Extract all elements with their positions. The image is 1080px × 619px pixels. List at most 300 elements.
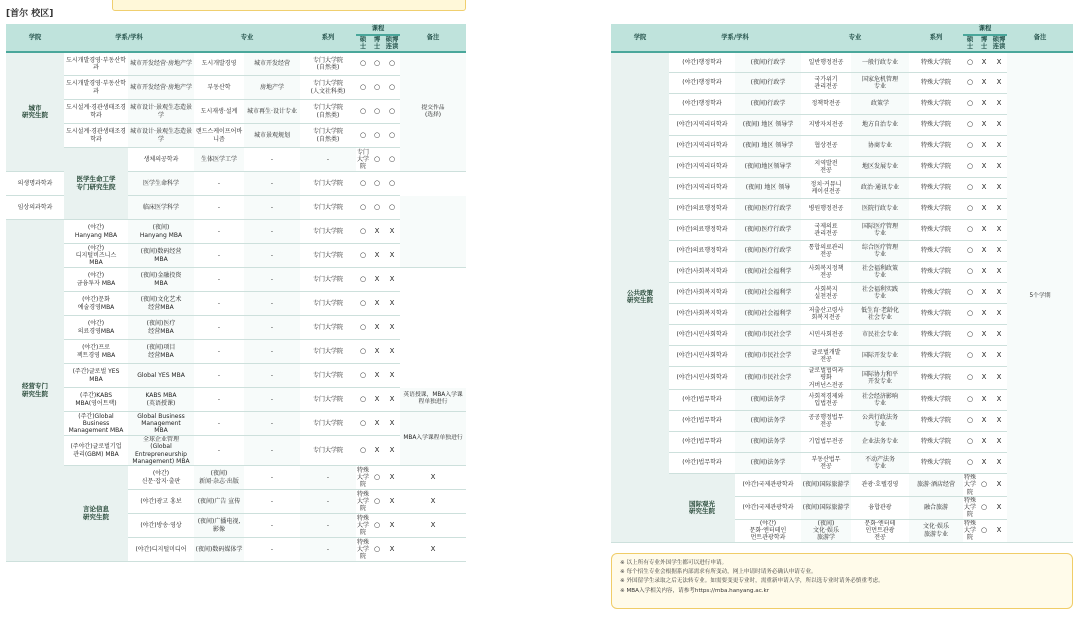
program-table-left bbox=[6, 24, 466, 562]
doctor-mark: X bbox=[977, 157, 991, 178]
joint-mark: ○ bbox=[384, 124, 400, 148]
master-mark: ○ bbox=[370, 466, 384, 490]
master-mark: ○ bbox=[963, 94, 977, 115]
major-korean-cell: 지방자치전공 bbox=[801, 115, 851, 136]
table-row bbox=[611, 241, 1073, 262]
table-row bbox=[611, 136, 1073, 157]
series-cell: 特殊大学院 bbox=[909, 410, 963, 431]
master-mark: ○ bbox=[356, 124, 370, 148]
joint-mark: X bbox=[384, 292, 400, 316]
program-table-right bbox=[611, 24, 1073, 543]
major-chinese-cell: 国际协力和平 开发专业 bbox=[851, 367, 909, 390]
dept-korean-cell: 도시설계·경관생태조경학과 bbox=[64, 100, 128, 124]
major-chinese-cell: - bbox=[244, 364, 300, 388]
dept-chinese-cell: 城市开发经营·房地产学 bbox=[128, 52, 194, 76]
dept-korean-cell: (야간)법무학과 bbox=[669, 410, 735, 431]
table-row bbox=[6, 316, 466, 340]
school-cell: 经营专门 研究生院 bbox=[6, 220, 64, 562]
major-chinese-cell: 旅游·酒店经营 bbox=[909, 473, 963, 496]
master-mark: ○ bbox=[356, 76, 370, 100]
table-row bbox=[611, 283, 1073, 304]
dept-korean-cell: (야간) 디지털비즈니스 MBA bbox=[64, 244, 128, 268]
doctor-mark: ○ bbox=[370, 100, 384, 124]
series-cell: 特殊大学院 bbox=[909, 241, 963, 262]
doctor-mark: X bbox=[991, 496, 1007, 519]
table-row bbox=[611, 389, 1073, 410]
series-cell: 专门大学院 bbox=[300, 388, 356, 412]
campus-title: [首尔 校区] bbox=[6, 9, 54, 19]
dept-korean-cell: (야간)시민사회학과 bbox=[669, 367, 735, 390]
series-cell: 特殊大学院 bbox=[909, 115, 963, 136]
major-korean-cell: 사회적경제와 입법전공 bbox=[801, 389, 851, 410]
master-mark: ○ bbox=[963, 410, 977, 431]
table-row bbox=[6, 148, 466, 172]
dept-chinese-cell: 城市设计·景观生态造景学 bbox=[128, 100, 194, 124]
master-mark: ○ bbox=[963, 431, 977, 452]
series-cell: 专门大学院 bbox=[357, 148, 370, 171]
doctor-mark: X bbox=[370, 220, 384, 244]
master-mark: ○ bbox=[356, 196, 370, 220]
doctor-mark: X bbox=[977, 94, 991, 115]
series-cell: 专门大学院 bbox=[300, 436, 356, 466]
dept-chinese-cell: (夜间)项目 经营MBA bbox=[128, 340, 194, 364]
doctor-mark: ○ bbox=[370, 196, 384, 220]
joint-mark: X bbox=[991, 283, 1007, 304]
major-chinese-cell: - bbox=[244, 412, 300, 436]
major-korean-cell: - bbox=[244, 148, 300, 172]
dept-korean-cell: (야간)방송·영상 bbox=[128, 514, 194, 538]
series-cell: 特殊大学院 bbox=[909, 262, 963, 283]
major-chinese-cell: 政治·通讯专业 bbox=[851, 178, 909, 199]
major-korean-cell: - bbox=[244, 490, 300, 514]
dept-chinese-cell: (夜间)社会福利学 bbox=[735, 304, 801, 325]
table-row bbox=[611, 304, 1073, 325]
table-row bbox=[611, 220, 1073, 241]
master-mark: ○ bbox=[963, 389, 977, 410]
joint-mark: ○ bbox=[384, 172, 400, 196]
series-cell: 专门大学院 bbox=[300, 244, 356, 268]
series-cell: 特殊大学院 bbox=[909, 94, 963, 115]
dept-korean-cell: 의생명과학과 bbox=[6, 172, 64, 196]
joint-mark: X bbox=[384, 340, 400, 364]
master-mark: ○ bbox=[356, 268, 370, 292]
joint-mark: X bbox=[991, 199, 1007, 220]
series-cell: 特殊大学院 bbox=[964, 519, 977, 542]
dept-korean-cell: (야간) 신문·잡지·출판 bbox=[128, 466, 194, 490]
major-chinese-cell: 社会经济影响 专业 bbox=[851, 389, 909, 410]
header-major: 专业 bbox=[194, 24, 300, 52]
joint-mark: X bbox=[991, 346, 1007, 367]
major-chinese-cell: 地区发展专业 bbox=[851, 157, 909, 178]
series-cell: 特殊大学院 bbox=[909, 220, 963, 241]
header-doctor: 博士 bbox=[977, 35, 991, 52]
doctor-mark: X bbox=[370, 364, 384, 388]
dept-chinese-cell: (夜间)医疗行政学 bbox=[735, 220, 801, 241]
series-cell: 专门大学院 (自然类) bbox=[300, 124, 356, 148]
major-chinese-cell: 企业法务专业 bbox=[851, 431, 909, 452]
dept-chinese-cell: (夜间)广告 宣传 bbox=[194, 490, 244, 514]
major-chinese-cell: 公共行政法务 专业 bbox=[851, 410, 909, 431]
joint-mark: X bbox=[384, 316, 400, 340]
note-cell: 5个学期 bbox=[1007, 52, 1073, 543]
dept-korean-cell: (주간)KABS MBA(영어트랙) bbox=[64, 388, 128, 412]
dept-korean-cell: (야간) Hanyang MBA bbox=[64, 220, 128, 244]
major-korean-cell: - bbox=[244, 514, 300, 538]
series-cell: 专门大学院 bbox=[300, 316, 356, 340]
major-chinese-cell: - bbox=[244, 340, 300, 364]
joint-mark: X bbox=[384, 412, 400, 436]
dept-korean-cell: (야간)프로 젝트경영 MBA bbox=[64, 340, 128, 364]
major-chinese-cell: - bbox=[300, 538, 356, 562]
dept-chinese-cell: (夜间)医疗 经营MBA bbox=[128, 316, 194, 340]
major-chinese-cell: 社会福利实践 专业 bbox=[851, 283, 909, 304]
doctor-mark: X bbox=[977, 389, 991, 410]
major-korean-cell: - bbox=[194, 292, 244, 316]
dept-korean-cell: (야간)법무학과 bbox=[669, 431, 735, 452]
dept-korean-cell: (주간)글로벌 YES MBA bbox=[64, 364, 128, 388]
master-mark: ○ bbox=[356, 364, 370, 388]
major-korean-cell: 관광·호텔경영 bbox=[851, 473, 909, 496]
major-chinese-cell: 一般行政专业 bbox=[851, 52, 909, 73]
major-chinese-cell: 房地产学 bbox=[244, 76, 300, 100]
dept-chinese-cell: (夜间)法务学 bbox=[735, 452, 801, 473]
joint-mark: X bbox=[991, 262, 1007, 283]
major-korean-cell: 글로벌협력과 평화 거버넌스전공 bbox=[801, 367, 851, 390]
major-chinese-cell: - bbox=[244, 244, 300, 268]
dept-chinese-cell: (夜间)市民社会学 bbox=[735, 367, 801, 390]
dept-chinese-cell: 城市开发经营·房地产学 bbox=[128, 76, 194, 100]
header-school: 学院 bbox=[6, 24, 64, 52]
master-mark: ○ bbox=[370, 538, 384, 562]
table-row bbox=[6, 76, 466, 100]
major-korean-cell: 국가위기 관리전공 bbox=[801, 73, 851, 94]
major-chinese-cell: - bbox=[244, 172, 300, 196]
table-row bbox=[611, 473, 1073, 496]
major-korean-cell: - bbox=[194, 268, 244, 292]
major-chinese-cell: 低生育·老龄化 社会专业 bbox=[851, 304, 909, 325]
doctor-mark: X bbox=[370, 388, 384, 412]
school-cell: 公共政策 研究生院 bbox=[611, 52, 669, 543]
major-chinese-cell: 综合医疗管理 专业 bbox=[851, 241, 909, 262]
table-row bbox=[611, 94, 1073, 115]
series-cell: 特殊大学院 bbox=[357, 466, 370, 489]
dept-korean-cell: 임상의과학과 bbox=[6, 196, 64, 220]
dept-korean-cell: (야간)의료행정학과 bbox=[669, 241, 735, 262]
major-korean-cell: 국제의료 관리전공 bbox=[801, 220, 851, 241]
doctor-mark: X bbox=[977, 262, 991, 283]
series-cell: 专门大学院 bbox=[300, 340, 356, 364]
major-korean-cell: - bbox=[194, 388, 244, 412]
series-cell: 专门大学院 bbox=[300, 220, 356, 244]
dept-korean-cell: (야간) 금융투자 MBA bbox=[64, 268, 128, 292]
major-chinese-cell: - bbox=[244, 268, 300, 292]
master-mark: ○ bbox=[370, 148, 384, 172]
series-cell: 特殊大学院 bbox=[909, 389, 963, 410]
doctor-mark: X bbox=[977, 220, 991, 241]
series-cell: 特殊大学院 bbox=[909, 325, 963, 346]
dept-chinese-cell: (夜间)广播电视, 影像 bbox=[194, 514, 244, 538]
dept-korean-cell: (야간)법무학과 bbox=[669, 389, 735, 410]
major-chinese-cell: - bbox=[300, 514, 356, 538]
series-cell: 特殊大学院 bbox=[964, 473, 977, 496]
major-chinese-cell: - bbox=[244, 196, 300, 220]
header-doctor: 博士 bbox=[370, 35, 384, 52]
table-row bbox=[6, 340, 466, 364]
master-mark: ○ bbox=[963, 136, 977, 157]
joint-mark: X bbox=[384, 220, 400, 244]
table-row bbox=[611, 262, 1073, 283]
series-cell: 特殊大学院 bbox=[909, 283, 963, 304]
doctor-mark: X bbox=[370, 436, 384, 466]
major-korean-cell: - bbox=[194, 412, 244, 436]
major-korean-cell: 부동산법무 전공 bbox=[801, 452, 851, 473]
doctor-mark: ○ bbox=[370, 76, 384, 100]
dept-chinese-cell: (夜间)国际旅游学 bbox=[801, 473, 851, 496]
note-cell: 提交作品 (选择) bbox=[400, 52, 466, 172]
series-cell: 特殊大学院 bbox=[909, 52, 963, 73]
master-mark: ○ bbox=[977, 519, 991, 542]
header-dept: 学系/学科 bbox=[669, 24, 801, 52]
dept-korean-cell: (야간)행정학과 bbox=[669, 94, 735, 115]
table-row bbox=[611, 325, 1073, 346]
master-mark: ○ bbox=[963, 73, 977, 94]
dept-chinese-cell: (夜间)数码经营 MBA bbox=[128, 244, 194, 268]
note-line: ※ 外国留学生录取之后无法转专业。如需要变更专业时，需重新申请入学，所以选专业时请务必慎重考虑。 bbox=[620, 578, 884, 585]
doctor-mark: X bbox=[977, 304, 991, 325]
doctor-mark: X bbox=[977, 73, 991, 94]
series-cell: 专门大学院 bbox=[300, 172, 356, 196]
dept-chinese-cell: (夜间) Hanyang MBA bbox=[128, 220, 194, 244]
series-cell: 专门大学院 bbox=[300, 292, 356, 316]
table-row bbox=[6, 268, 466, 292]
major-korean-cell: 도시재생·설계 bbox=[194, 100, 244, 124]
dept-chinese-cell: (夜间) 文化·娱乐 旅游学 bbox=[801, 519, 851, 542]
dept-korean-cell: (야간)광고 홍보 bbox=[128, 490, 194, 514]
doctor-mark: X bbox=[991, 519, 1007, 542]
master-mark: ○ bbox=[963, 283, 977, 304]
doctor-mark: X bbox=[977, 52, 991, 73]
master-mark: ○ bbox=[963, 452, 977, 473]
dept-chinese-cell: (夜间)医疗行政学 bbox=[735, 241, 801, 262]
note-cell bbox=[400, 196, 466, 268]
dept-chinese-cell: (夜间)法务学 bbox=[735, 410, 801, 431]
major-chinese-cell: 协商专业 bbox=[851, 136, 909, 157]
master-mark: ○ bbox=[356, 340, 370, 364]
master-mark: ○ bbox=[963, 52, 977, 73]
master-mark: ○ bbox=[356, 292, 370, 316]
table-row bbox=[6, 100, 466, 124]
master-mark: ○ bbox=[963, 346, 977, 367]
series-cell: 特殊大学院 bbox=[909, 73, 963, 94]
dept-chinese-cell: 医学生命科学 bbox=[128, 172, 194, 196]
joint-mark: X bbox=[400, 538, 466, 562]
dept-chinese-cell: (夜间)法务学 bbox=[735, 431, 801, 452]
dept-korean-cell: (야간)법무학과 bbox=[669, 452, 735, 473]
table-row bbox=[611, 431, 1073, 452]
joint-mark: X bbox=[991, 178, 1007, 199]
joint-mark: ○ bbox=[384, 76, 400, 100]
series-cell: 特殊大学院 bbox=[357, 514, 370, 537]
dept-chinese-cell: (夜间)行政学 bbox=[735, 94, 801, 115]
major-korean-cell: 문화·엔터테 인먼트관광 전공 bbox=[851, 519, 909, 542]
dept-chinese-cell: (夜间)医疗行政学 bbox=[735, 199, 801, 220]
dept-chinese-cell: (夜间)金融投资 MBA bbox=[128, 268, 194, 292]
dept-korean-cell: 도시설계·경관생태조경학과 bbox=[64, 124, 128, 148]
major-korean-cell: - bbox=[194, 196, 244, 220]
table-row bbox=[611, 346, 1073, 367]
dept-chinese-cell: (夜间) 地区 领导学 bbox=[735, 136, 801, 157]
doctor-mark: X bbox=[977, 283, 991, 304]
note-cell: 英语授课，MBA入学课程单独进行 bbox=[400, 388, 466, 412]
major-korean-cell: 기업법무전공 bbox=[801, 431, 851, 452]
doctor-mark: ○ bbox=[370, 124, 384, 148]
school-cell: 医学生命工学 专门研究生院 bbox=[64, 148, 128, 220]
joint-mark: X bbox=[991, 52, 1007, 73]
table-row bbox=[6, 220, 466, 244]
major-korean-cell: 글로벌개발 전공 bbox=[801, 346, 851, 367]
major-chinese-cell: - bbox=[244, 220, 300, 244]
major-chinese-cell: - bbox=[244, 436, 300, 466]
doctor-mark: X bbox=[384, 466, 400, 490]
dept-korean-cell: (주간)Global Business Management MBA bbox=[64, 412, 128, 436]
major-chinese-cell: - bbox=[300, 148, 356, 172]
joint-mark: X bbox=[991, 94, 1007, 115]
header-major: 专业 bbox=[801, 24, 909, 52]
joint-mark: X bbox=[400, 466, 466, 490]
major-chinese-cell: 社会福利政策 专业 bbox=[851, 262, 909, 283]
dept-korean-cell: (야간)행정학과 bbox=[669, 52, 735, 73]
master-mark: ○ bbox=[963, 367, 977, 390]
school-cell: 国际观光 研究生院 bbox=[669, 473, 735, 542]
header-joint: 硕博连读 bbox=[992, 36, 1006, 51]
major-korean-cell: - bbox=[194, 172, 244, 196]
dept-chinese-cell: (夜间)行政学 bbox=[735, 52, 801, 73]
master-mark: ○ bbox=[963, 199, 977, 220]
series-cell: 专门大学院 bbox=[300, 196, 356, 220]
doctor-mark: X bbox=[384, 514, 400, 538]
master-mark: ○ bbox=[963, 115, 977, 136]
major-korean-cell: 정책학전공 bbox=[801, 94, 851, 115]
joint-mark: X bbox=[991, 304, 1007, 325]
series-cell: 特殊大学院 bbox=[909, 431, 963, 452]
dept-korean-cell: (야간)사회복지학과 bbox=[669, 304, 735, 325]
doctor-mark: X bbox=[991, 473, 1007, 496]
dept-korean-cell: (야간) 문화·엔터테인 먼트관광학과 bbox=[735, 519, 801, 542]
master-mark: ○ bbox=[356, 412, 370, 436]
joint-mark: X bbox=[991, 136, 1007, 157]
header-course: 课程 bbox=[963, 24, 1007, 35]
series-cell: 特殊大学院 bbox=[909, 199, 963, 220]
school-cell: 言论信息 研究生院 bbox=[64, 466, 128, 562]
table-row bbox=[6, 412, 466, 436]
joint-mark: X bbox=[384, 388, 400, 412]
dept-korean-cell: (야간)지역리더학과 bbox=[669, 136, 735, 157]
major-korean-cell: - bbox=[244, 538, 300, 562]
joint-mark: X bbox=[991, 220, 1007, 241]
major-chinese-cell: - bbox=[300, 466, 356, 490]
joint-mark: X bbox=[991, 241, 1007, 262]
doctor-mark: X bbox=[977, 431, 991, 452]
dept-chinese-cell: (夜间) 新闻·杂志·出版 bbox=[194, 466, 244, 490]
series-cell: 专门大学院 (自然类) bbox=[300, 52, 356, 76]
dept-chinese-cell: (夜间) 地区 领导 bbox=[735, 178, 801, 199]
series-cell: 专门大学院 bbox=[300, 364, 356, 388]
dept-korean-cell: (야간)지역리더학과 bbox=[669, 178, 735, 199]
table-row bbox=[611, 410, 1073, 431]
table-row bbox=[611, 115, 1073, 136]
header-joint: 硕博连读 bbox=[385, 36, 399, 51]
dept-chinese-cell: (夜间)文化艺术 经营MBA bbox=[128, 292, 194, 316]
series-cell: 特殊大学院 bbox=[909, 367, 963, 390]
major-chinese-cell: 国家危机管理 专业 bbox=[851, 73, 909, 94]
master-mark: ○ bbox=[977, 473, 991, 496]
master-mark: ○ bbox=[356, 316, 370, 340]
header-note: 备注 bbox=[1007, 24, 1073, 52]
major-korean-cell: 공공행정법무 전공 bbox=[801, 410, 851, 431]
table-row bbox=[611, 73, 1073, 94]
master-mark: ○ bbox=[356, 100, 370, 124]
dept-chinese-cell: (夜间)数码媒体学 bbox=[194, 538, 244, 562]
major-korean-cell: 랜드스케이프어바니즘 bbox=[194, 124, 244, 148]
doctor-mark: X bbox=[977, 115, 991, 136]
major-chinese-cell: - bbox=[244, 292, 300, 316]
header-master: 硕士 bbox=[356, 35, 370, 52]
master-mark: ○ bbox=[356, 172, 370, 196]
dept-chinese-cell: (夜间) 地区 领导学 bbox=[735, 115, 801, 136]
doctor-mark: X bbox=[370, 268, 384, 292]
dept-chinese-cell: Global Business Management MBA bbox=[128, 412, 194, 436]
master-mark: ○ bbox=[963, 220, 977, 241]
series-cell: 专门大学院 (自然类) bbox=[300, 100, 356, 124]
major-chinese-cell: 文化·娱乐 旅游专业 bbox=[909, 519, 963, 542]
dept-korean-cell: 도시개발경영·부동산학과 bbox=[64, 52, 128, 76]
doctor-mark: X bbox=[977, 136, 991, 157]
notes-box bbox=[611, 553, 1073, 609]
dept-korean-cell: (야간)시민사회학과 bbox=[669, 325, 735, 346]
major-chinese-cell: 地方自治专业 bbox=[851, 115, 909, 136]
joint-mark: ○ bbox=[384, 100, 400, 124]
dept-chinese-cell: 城市设计·景观生态造景学 bbox=[128, 124, 194, 148]
header-series: 系列 bbox=[909, 24, 963, 52]
major-korean-cell: - bbox=[194, 436, 244, 466]
dept-korean-cell: (야간)문화 예술경영MBA bbox=[64, 292, 128, 316]
doctor-mark: X bbox=[370, 316, 384, 340]
major-chinese-cell: - bbox=[300, 490, 356, 514]
table-row bbox=[611, 52, 1073, 73]
table-row bbox=[6, 388, 466, 412]
doctor-mark: X bbox=[977, 178, 991, 199]
master-mark: ○ bbox=[977, 496, 991, 519]
table-row bbox=[611, 199, 1073, 220]
joint-mark: X bbox=[991, 157, 1007, 178]
dept-korean-cell: 생체의공학과 bbox=[128, 148, 194, 172]
major-korean-cell: 저출산고령사 회복지전공 bbox=[801, 304, 851, 325]
joint-mark: X bbox=[400, 490, 466, 514]
major-chinese-cell: 城市开发经营 bbox=[244, 52, 300, 76]
major-chinese-cell: 融合旅游 bbox=[909, 496, 963, 519]
doctor-mark: ○ bbox=[370, 52, 384, 76]
doctor-mark: X bbox=[370, 244, 384, 268]
table-row bbox=[6, 244, 466, 268]
doctor-mark: X bbox=[977, 199, 991, 220]
dept-korean-cell: (야간)디지털미디어 bbox=[128, 538, 194, 562]
joint-mark: X bbox=[991, 325, 1007, 346]
doctor-mark: X bbox=[977, 410, 991, 431]
dept-chinese-cell: (夜间)法务学 bbox=[735, 389, 801, 410]
joint-mark: X bbox=[991, 73, 1007, 94]
series-cell: 特殊大学院 bbox=[909, 304, 963, 325]
major-korean-cell: - bbox=[194, 340, 244, 364]
